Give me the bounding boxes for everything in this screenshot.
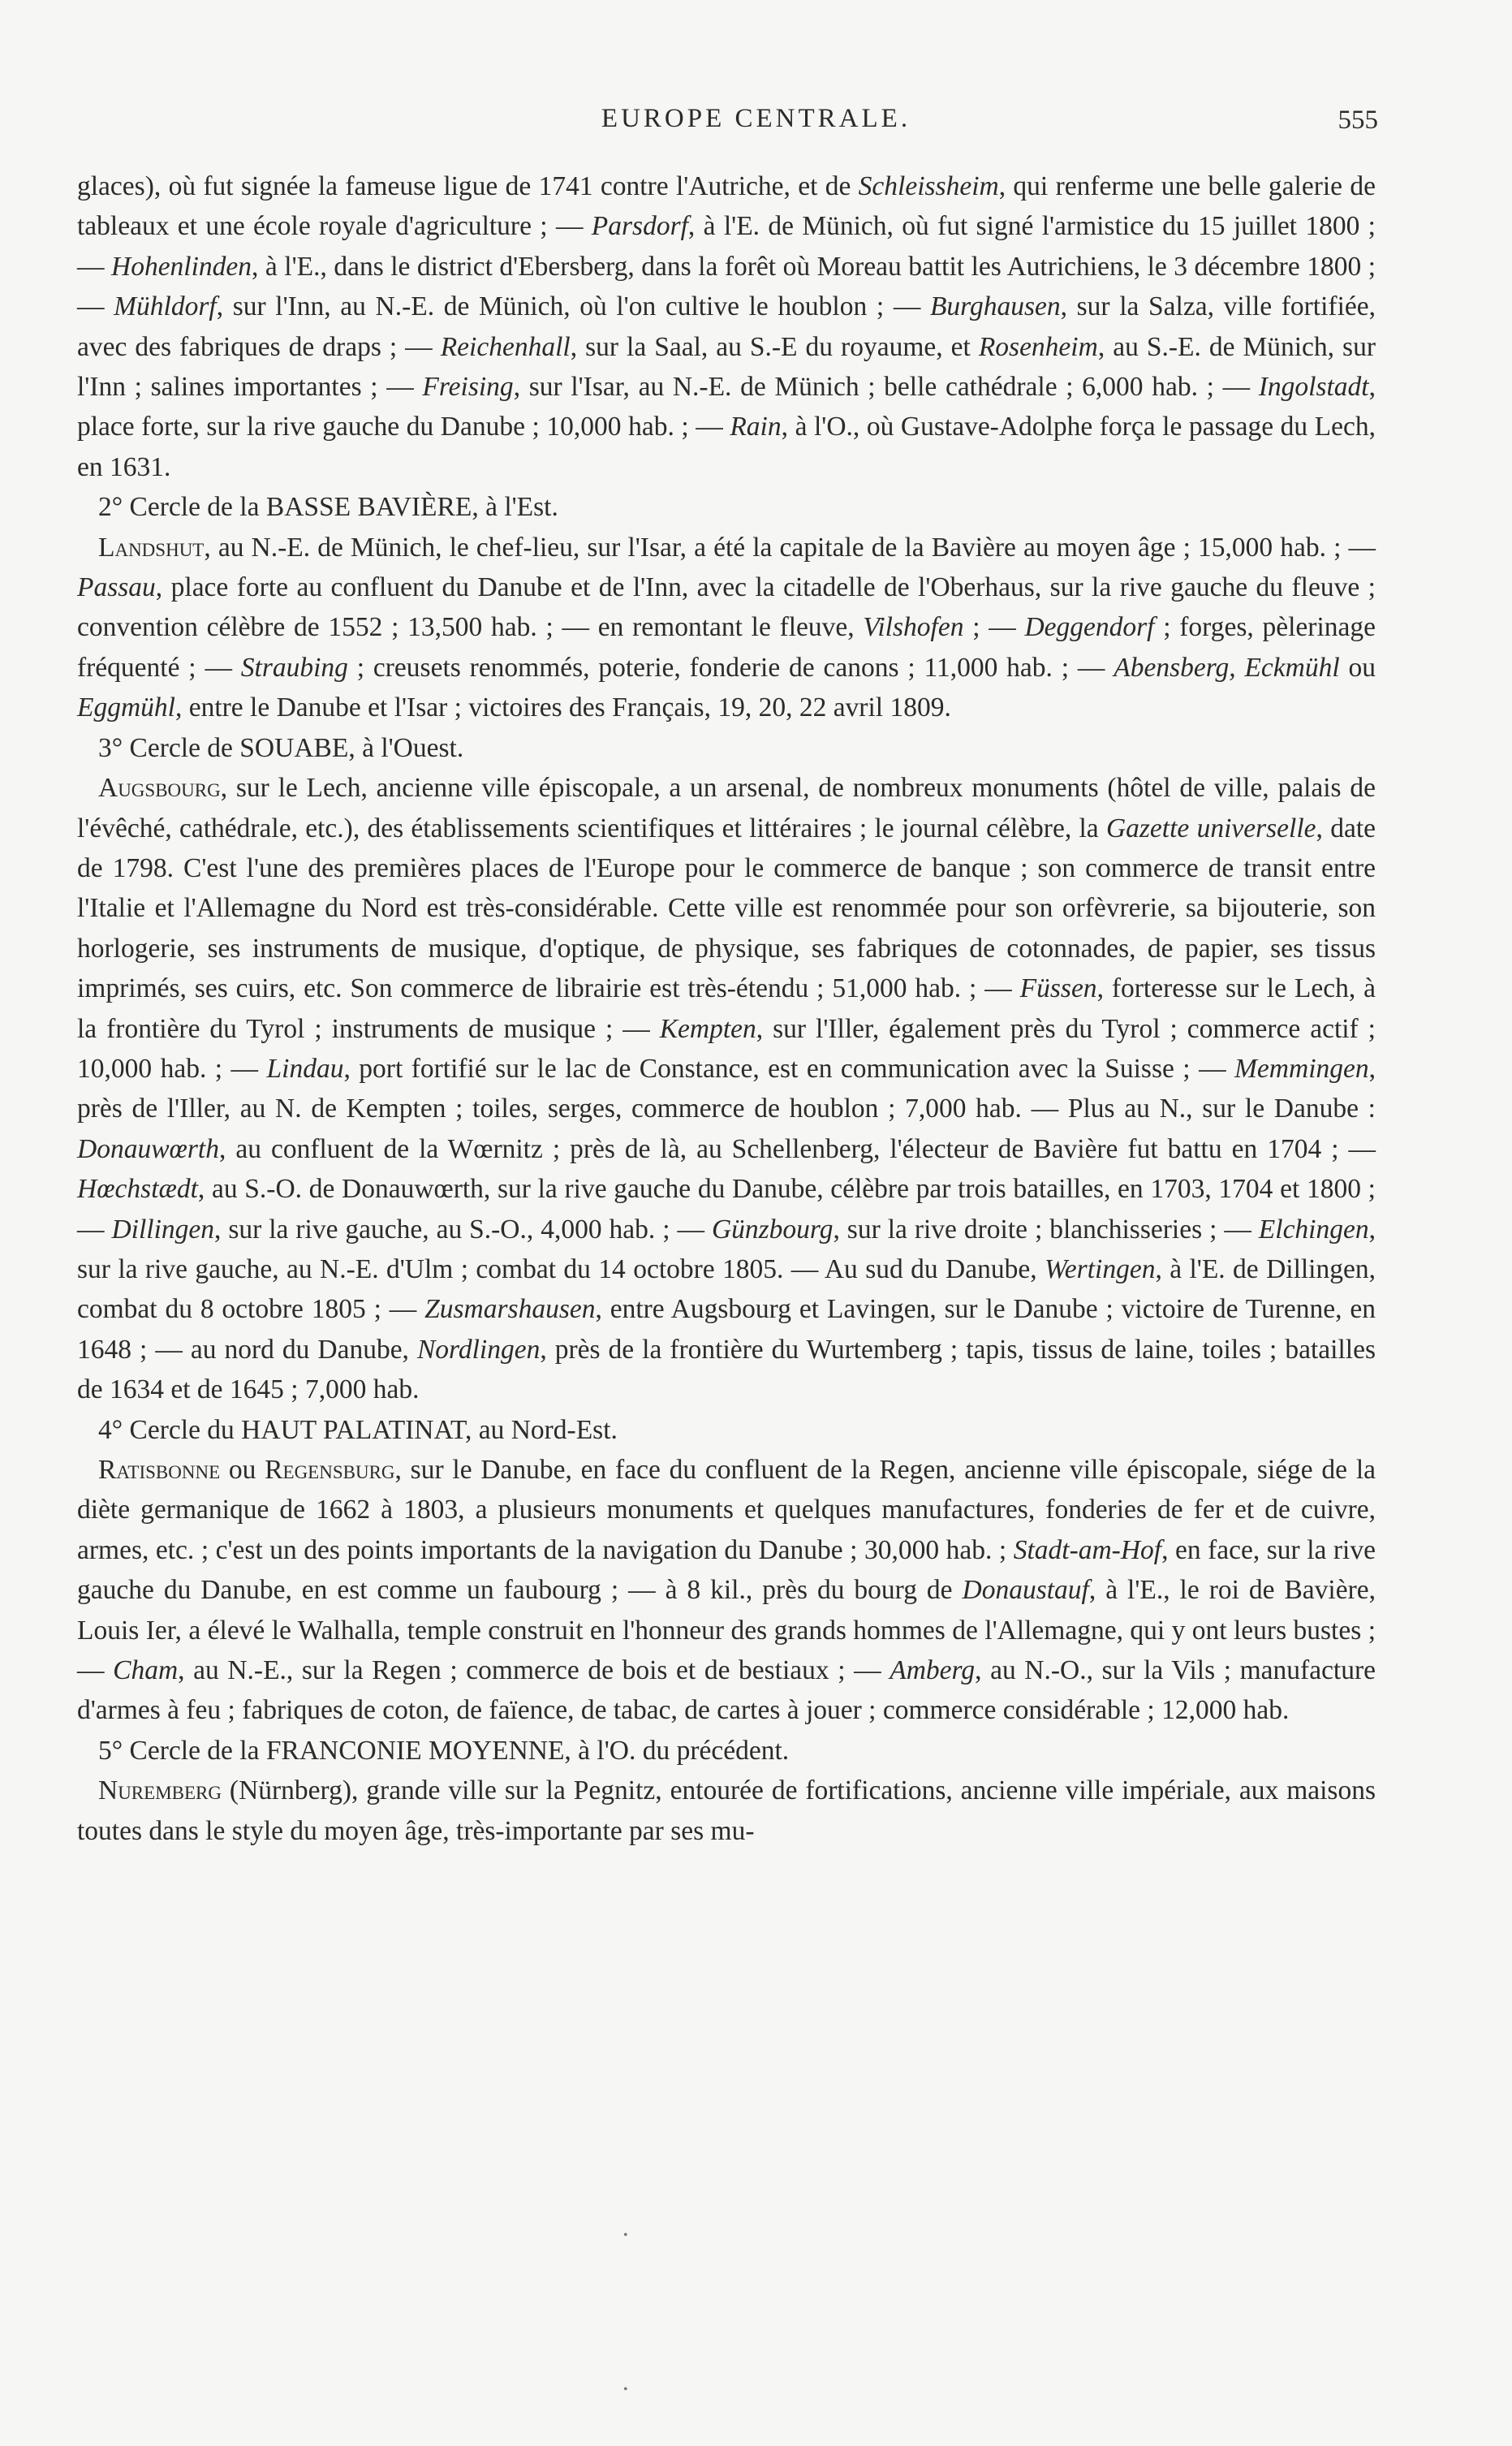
section-heading-lower-bavaria: 2° Cercle de la BASSE BAVIÈRE, à l'Est. [98, 492, 558, 523]
text-run: , au N.-E., sur la Regen ; commerce de bois et de bestiaux ; — [178, 1655, 890, 1686]
place-name: Lindau [266, 1053, 344, 1084]
text-run: , près de l'Iller, au N. de Kempten ; toiles, serges, commerce de houblon ; 7,000 hab. — Plus au N., sur le Danube : [77, 1053, 1376, 1124]
text-run: ou [220, 1455, 265, 1485]
text-run: , port fortifié sur le lac de Constance, est en communication avec la Suisse ; — [343, 1053, 1235, 1084]
text-run: , au S.-E. de Münich, sur l'Inn ; salines importantes ; — [77, 331, 1376, 403]
text-run: , place forte au confluent du Danube et de l'Inn, avec la citadelle de l'Oberhaus, sur la rive gauche du fleuve ; convention célèbre de 1552 ; 13,500 hab. ; — en remontant le fleuve, [77, 572, 1376, 643]
text-run: , forteresse sur le Lech, à la frontière du Tyrol ; instruments de musique ; — [77, 973, 1376, 1044]
place-name: Elchingen [1258, 1214, 1369, 1245]
text-run: , sur l'Iller, également près du Tyrol ; commerce actif ; 10,000 hab. ; — [77, 1013, 1376, 1084]
paragraph-lower-bavaria [77, 528, 1376, 728]
place-name: Eggmühl [77, 692, 175, 723]
place-name: Wertingen [1044, 1253, 1156, 1284]
city-name: Landshut [98, 532, 205, 563]
place-name: Parsdorf [591, 211, 688, 242]
text-run: , à l'E., le roi de Bavière, Louis Ier, a élevé le Walhalla, temple construit en l'honneur des grands hommes de l'Allemagne, qui y ont leurs bustes ; — [77, 1575, 1376, 1686]
text-run: , près de la frontière du Wurtemberg ; tapis, tissus de laine, toiles ; batailles de 1634 et de 1645 ; 7,000 hab. [77, 1334, 1376, 1405]
paragraph-upper-bavaria-continued [77, 166, 1376, 487]
paragraph-upper-palatinate [77, 1450, 1376, 1731]
text-run: , sur le Lech, ancienne ville épiscopale, a un arsenal, de nombreux monuments (hôtel de ville, palais de l'évêché, cathédrale, etc.), des établissements scientifiques et littéraires ; le journal célèbre, la [77, 773, 1376, 843]
text-run: ; — [963, 612, 1025, 643]
text-run: , sur la rive droite ; blanchisseries ; — [833, 1214, 1259, 1245]
text-run: , au N.-O., sur la Vils ; manufacture d'armes à feu ; fabriques de coton, de faïence, de tabac, de cartes à jouer ; commerce considérable ; 12,000 hab. [77, 1655, 1376, 1726]
text-run: , qui renferme une belle galerie de tableaux et une école royale d'agriculture ; — [77, 171, 1376, 242]
text-run: , entre le Danube et l'Isar ; victoires des Français, 19, 20, 22 avril 1809. [174, 692, 951, 723]
text-run: , date de 1798. C'est l'une des premières places de l'Europe pour le commerce de banque ; son commerce de transit entre l'Italie et l'Allemagne du Nord est très-considérable. Cette ville est renommée pour son orfèvrerie, sa bijouterie, son horlogerie, ses instruments de musique, d'optique, de physique, ses fabriques de cotonnades, de papier, ses tissus imprimés, ses cuirs, etc. Son commerce de librairie est très-étendu ; 51,000 hab. ; — [77, 813, 1376, 1004]
place-name: Rain [730, 412, 782, 442]
place-name: Passau [77, 572, 156, 603]
text-run: , en face, sur la rive gauche du Danube, en est comme un faubourg ; — à 8 kil., près du bourg de [77, 1534, 1376, 1606]
text-run: , à l'E. de Münich, où fut signé l'armistice du 15 juillet 1800 ; — [77, 211, 1376, 282]
place-name: Ingolstadt [1258, 372, 1369, 403]
city-name: Regensburg [265, 1455, 395, 1485]
text-run: , au N.-E. de Münich, le chef-lieu, sur l'Isar, a été la capitale de la Bavière au moyen âge ; 15,000 hab. ; — [204, 532, 1376, 563]
ornament-dot: • [623, 2228, 628, 2242]
section-heading-middle-franconia: 5° Cercle de la FRANCONIE MOYENNE, à l'O. du précédent. [98, 1735, 790, 1766]
place-name: Füssen [1019, 973, 1097, 1004]
place-name: Vilshofen [863, 612, 964, 643]
place-name: Amberg [890, 1655, 976, 1686]
place-name: Rosenheim [978, 331, 1098, 362]
running-header: EUROPE CENTRALE. [601, 104, 911, 133]
place-name: Freising [422, 372, 514, 403]
place-name: Hohenlinden [111, 251, 252, 282]
place-name: Nordlingen [416, 1334, 541, 1365]
ornament-dot: • [623, 2383, 628, 2396]
place-name: Donaustauf [962, 1575, 1089, 1606]
city-name: Ratisbonne [98, 1455, 221, 1485]
text-run: , sur la Saal, au S.-E du royaume, et [570, 331, 979, 362]
text-run: , sur l'Isar, au N.-E. de Münich ; belle cathédrale ; 6,000 hab. ; — [513, 372, 1259, 403]
place-name: Zusmarshausen [424, 1294, 596, 1325]
text-run: ; forges, pèlerinage fréquenté ; — [77, 612, 1376, 683]
place-name: Stadt-am-Hof [1013, 1534, 1162, 1565]
text-run: , sur la Salza, ville fortifiée, avec des fabriques de draps ; — [77, 291, 1376, 362]
place-name: Memmingen [1234, 1053, 1369, 1084]
paragraph-middle-franconia [77, 1771, 1376, 1851]
place-name: Deggendorf [1024, 612, 1155, 643]
paragraph-swabia [77, 768, 1376, 1410]
place-name: Mühldorf [114, 291, 217, 322]
place-name: Kempten [659, 1013, 756, 1044]
page-number: 555 [1338, 106, 1378, 135]
place-name: Schleissheim [858, 171, 999, 201]
text-run: , sur l'Inn, au N.-E. de Münich, où l'on cultive le houblon ; — [216, 291, 930, 322]
place-name: Donauwœrth [77, 1133, 219, 1164]
section-heading-swabia: 3° Cercle de SOUABE, à l'Ouest. [98, 732, 464, 763]
text-run: (Nürnberg), grande ville sur la Pegnitz, entourée de fortifications, ancienne ville impériale, aux maisons toutes dans le style du moyen âge, très-importante par ses mu- [77, 1775, 1376, 1846]
page-body [77, 166, 1376, 1851]
text-run: , au confluent de la Wœrnitz ; près de là, au Schellenberg, l'électeur de Bavière fut battu en 1704 ; — [218, 1133, 1376, 1164]
place-name: Günzbourg [711, 1214, 834, 1245]
text-run: , à l'E., dans le district d'Ebersberg, dans la forêt où Moreau battit les Autrichiens, le 3 décembre 1800 ; — [77, 251, 1376, 322]
place-name: Straubing [240, 652, 348, 683]
text-run: , entre Augsbourg et Lavingen, sur le Danube ; victoire de Turenne, en 1648 ; — au nord du Danube, [77, 1294, 1376, 1365]
text-run: ; creusets renommés, poterie, fonderie de canons ; 11,000 hab. ; — [347, 652, 1114, 683]
text-run: , sur la rive gauche, au N.-E. d'Ulm ; combat du 14 octobre 1805. — Au sud du Danube, [77, 1214, 1376, 1284]
text-run: , à l'E. de Dillingen, combat du 8 octobre 1805 ; — [77, 1253, 1376, 1325]
text-run: , place forte, sur la rive gauche du Danube ; 10,000 hab. ; — [77, 372, 1376, 442]
text-run: , au S.-O. de Donauwœrth, sur la rive gauche du Danube, célèbre par trois batailles, en 1703, 1704 et 1800 ; — [77, 1174, 1376, 1245]
section-heading-upper-palatinate: 4° Cercle du HAUT PALATINAT, au Nord-Est. [98, 1414, 618, 1445]
city-name: Augsbourg [98, 773, 221, 804]
place-name: Hœchstædt [77, 1174, 198, 1205]
city-name: Nuremberg [98, 1775, 222, 1806]
text-run: , sur la rive gauche, au S.-O., 4,000 hab. ; — [214, 1214, 712, 1245]
place-name: Burghausen [929, 291, 1061, 322]
place-name: Abensberg, Eckmühl [1114, 652, 1340, 683]
journal-title: Gazette universelle [1105, 813, 1316, 843]
place-name: Cham [113, 1655, 179, 1686]
place-name: Reichenhall [440, 331, 571, 362]
text-run: , à l'O., où Gustave-Adolphe força le passage du Lech, en 1631. [77, 412, 1376, 482]
text-run: , sur le Danube, en face du confluent de la Regen, ancienne ville épiscopale, siége de la diète germanique de 1662 à 1803, a plusieurs monuments et quelques manufactures, fonderies de fer et de cuivre, armes, etc. ; c'est un des points importants de la navigation du Danube ; 30,000 hab. ; [77, 1455, 1376, 1565]
place-name: Dillingen [111, 1214, 214, 1245]
text-run: ou [1339, 652, 1376, 683]
text-run: glaces), où fut signée la fameuse ligue de 1741 contre l'Autriche, et de [77, 171, 859, 201]
